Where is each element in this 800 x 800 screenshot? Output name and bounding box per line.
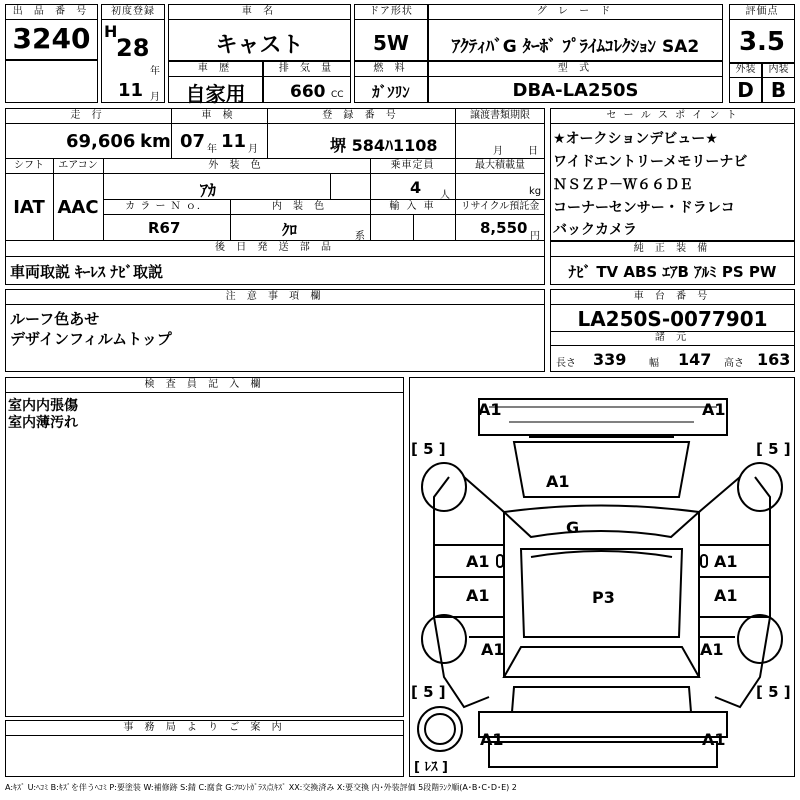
reg-year-unit: 年 bbox=[150, 66, 160, 77]
width: 147 bbox=[678, 350, 712, 369]
damage-mark: A1 bbox=[481, 640, 505, 659]
damage-mark: A1 bbox=[466, 586, 490, 605]
later-parts-label: 後 日 発 送 部 品 bbox=[215, 242, 335, 253]
damage-mark: A1 bbox=[702, 730, 726, 749]
recycle-fee-unit: 円 bbox=[530, 231, 540, 242]
capacity: 4 bbox=[410, 178, 422, 197]
fuel: ｶﾞｿﾘﾝ bbox=[372, 83, 410, 101]
length: 339 bbox=[593, 350, 627, 369]
lot-number-label: 出 品 番 号 bbox=[12, 6, 91, 17]
transfer-deadline-label: 譲渡書類期限 bbox=[470, 110, 530, 121]
reg-year: 28 bbox=[116, 34, 150, 62]
inspection-month: 11 bbox=[221, 131, 247, 152]
chassis-number: LA250S-0077901 bbox=[577, 307, 768, 331]
sales-point-line: ★オークションデビュー★ bbox=[553, 131, 718, 147]
inspection-year: 07 bbox=[180, 131, 206, 152]
import-label: 輸 入 車 bbox=[389, 201, 436, 212]
transfer-day-unit: 日 bbox=[528, 146, 538, 157]
tire-mark: [ 5 ] bbox=[756, 440, 791, 458]
model: DBA-LA250S bbox=[512, 80, 639, 101]
mileage-unit: km bbox=[140, 131, 171, 152]
fuel-label: 燃 料 bbox=[373, 63, 409, 74]
mileage: 69,606 bbox=[66, 131, 136, 152]
max-load-label: 最大積載量 bbox=[475, 160, 525, 171]
reg-number: 堺 584ﾊ1108 bbox=[330, 136, 438, 155]
score: 3.5 bbox=[738, 27, 786, 57]
capacity-label: 乗車定員 bbox=[390, 160, 435, 171]
damage-mark: A1 bbox=[714, 586, 738, 605]
exterior-color-label: 外 装 色 bbox=[208, 160, 265, 171]
history-label: 車 歴 bbox=[197, 63, 234, 74]
shift-label: シフト bbox=[14, 160, 44, 171]
car-name-label: 車 名 bbox=[241, 6, 278, 17]
sales-points-label: セ ー ル ス ポ イ ン ト bbox=[606, 110, 739, 121]
reg-number-label: 登 録 番 号 bbox=[322, 110, 400, 121]
grade: ｱｸﾃｨﾊﾞG ﾀｰﾎﾞ ﾌﾟﾗｲﾑｺﾚｸｼｮﾝ SA2 bbox=[451, 37, 700, 57]
note-line: デザインフィルムトップ bbox=[10, 330, 172, 348]
damage-mark: A1 bbox=[546, 472, 570, 491]
inspector-line: 室内内張傷 bbox=[8, 398, 78, 414]
damage-mark: A1 bbox=[702, 400, 726, 419]
spare-tire-mark: [ ﾚｽ ] bbox=[414, 760, 448, 775]
era: H bbox=[104, 22, 118, 41]
transfer-month-unit: 月 bbox=[493, 146, 503, 157]
air-conditioner: AAC bbox=[57, 197, 99, 218]
damage-mark: A1 bbox=[466, 552, 490, 571]
capacity-unit: 人 bbox=[440, 190, 450, 201]
height-label: 高さ bbox=[724, 358, 744, 369]
shift: IAT bbox=[13, 197, 45, 218]
lot-number: 3240 bbox=[12, 22, 91, 55]
damage-mark: A1 bbox=[714, 552, 738, 571]
notes-label: 注 意 事 項 欄 bbox=[225, 291, 325, 302]
chassis-label: 車 台 番 号 bbox=[633, 291, 712, 302]
equipment: ﾅﾋﾞ TV ABS ｴｱB ｱﾙﾐ PS PW bbox=[568, 263, 777, 281]
recycle-fee: 8,550 bbox=[480, 219, 528, 237]
dimensions-label: 諸 元 bbox=[654, 332, 691, 343]
sales-point-line: コーナーセンサー・ドラレコ bbox=[553, 200, 735, 216]
max-load-unit: kg bbox=[529, 186, 542, 197]
sales-point-line: バックカメラ bbox=[553, 222, 637, 238]
inspector-line: 室内薄汚れ bbox=[8, 415, 78, 431]
tire-mark: [ 5 ] bbox=[756, 683, 791, 701]
recycle-label: リサイクル預託金 bbox=[460, 201, 540, 212]
later-parts: 車両取説 ｷｰﾚｽ ﾅﾋﾞ取説 bbox=[10, 263, 163, 281]
model-label: 型 式 bbox=[557, 63, 594, 74]
first-registration-label: 初度登録 bbox=[111, 6, 155, 17]
color-number: R67 bbox=[148, 219, 181, 237]
office-label: 事 務 局 よ り ご 案 内 bbox=[123, 722, 286, 733]
exterior-grade: D bbox=[737, 78, 754, 102]
ac-label: エアコン bbox=[58, 160, 98, 171]
history: 自家用 bbox=[185, 82, 246, 106]
inspector-label: 検 査 員 記 入 欄 bbox=[144, 379, 265, 390]
tire-mark: [ 5 ] bbox=[411, 440, 446, 458]
interior-color-label: 内 装 色 bbox=[271, 201, 329, 212]
displacement: 660 bbox=[290, 82, 326, 102]
displacement-label: 排 気 量 bbox=[278, 63, 336, 74]
grade-label: グ レ ー ド bbox=[536, 6, 615, 17]
interior-grade-label: 内装 bbox=[768, 64, 789, 75]
damage-mark: G bbox=[566, 518, 580, 537]
sales-point-line: ＮＳＺＰ－Ｗ６６ＤＥ bbox=[553, 177, 693, 193]
legend: A:ｷｽﾞ U:ﾍｺﾐ B:ｷｽﾞを伴うﾍｺﾐ P:要塗装 W:補修跡 S:錆 C:腐食 G:ﾌﾛﾝﾄｶﾞﾗｽ点ｷｽﾞ XX:交換済み X:要交換 内･外装評価 5段階ﾗﾝｸ順(A･B･C･D･E) 2 bbox=[5, 783, 517, 792]
equipment-label: 純 正 装 備 bbox=[633, 243, 712, 254]
mileage-label: 走 行 bbox=[70, 110, 106, 121]
inspection-month-unit: 月 bbox=[248, 144, 258, 155]
tire-mark: [ 5 ] bbox=[411, 683, 446, 701]
damage-mark: A1 bbox=[478, 400, 502, 419]
reg-month: 11 bbox=[118, 80, 144, 101]
reg-month-unit: 月 bbox=[150, 92, 160, 103]
inspection-label: 車 検 bbox=[201, 110, 237, 121]
door-type: 5W bbox=[373, 31, 409, 55]
car-name: キャスト bbox=[215, 33, 304, 58]
height: 163 bbox=[757, 350, 791, 369]
interior-grade: B bbox=[770, 78, 787, 102]
color-number-label: カ ラ ー Ｎ ｏ． bbox=[125, 201, 208, 212]
note-line: ルーフ色あせ bbox=[10, 310, 100, 328]
damage-mark: A1 bbox=[480, 730, 504, 749]
interior-color: ｸﾛ bbox=[282, 221, 298, 239]
score-label: 評価点 bbox=[745, 6, 779, 17]
car-diagram-drawing bbox=[409, 377, 795, 777]
door-label: ドア形状 bbox=[369, 6, 413, 17]
length-label: 長さ bbox=[556, 358, 576, 369]
exterior-color: ｱｶ bbox=[200, 181, 217, 200]
damage-mark: P3 bbox=[592, 588, 615, 607]
exterior-grade-label: 外装 bbox=[735, 64, 756, 75]
displacement-unit: CC bbox=[331, 90, 344, 100]
inspection-year-unit: 年 bbox=[207, 144, 217, 155]
width-label: 幅 bbox=[649, 358, 659, 369]
damage-mark: A1 bbox=[700, 640, 724, 659]
interior-color-unit: 系 bbox=[355, 231, 365, 242]
sales-point-line: ワイドエントリーメモリーナビ bbox=[553, 154, 748, 170]
